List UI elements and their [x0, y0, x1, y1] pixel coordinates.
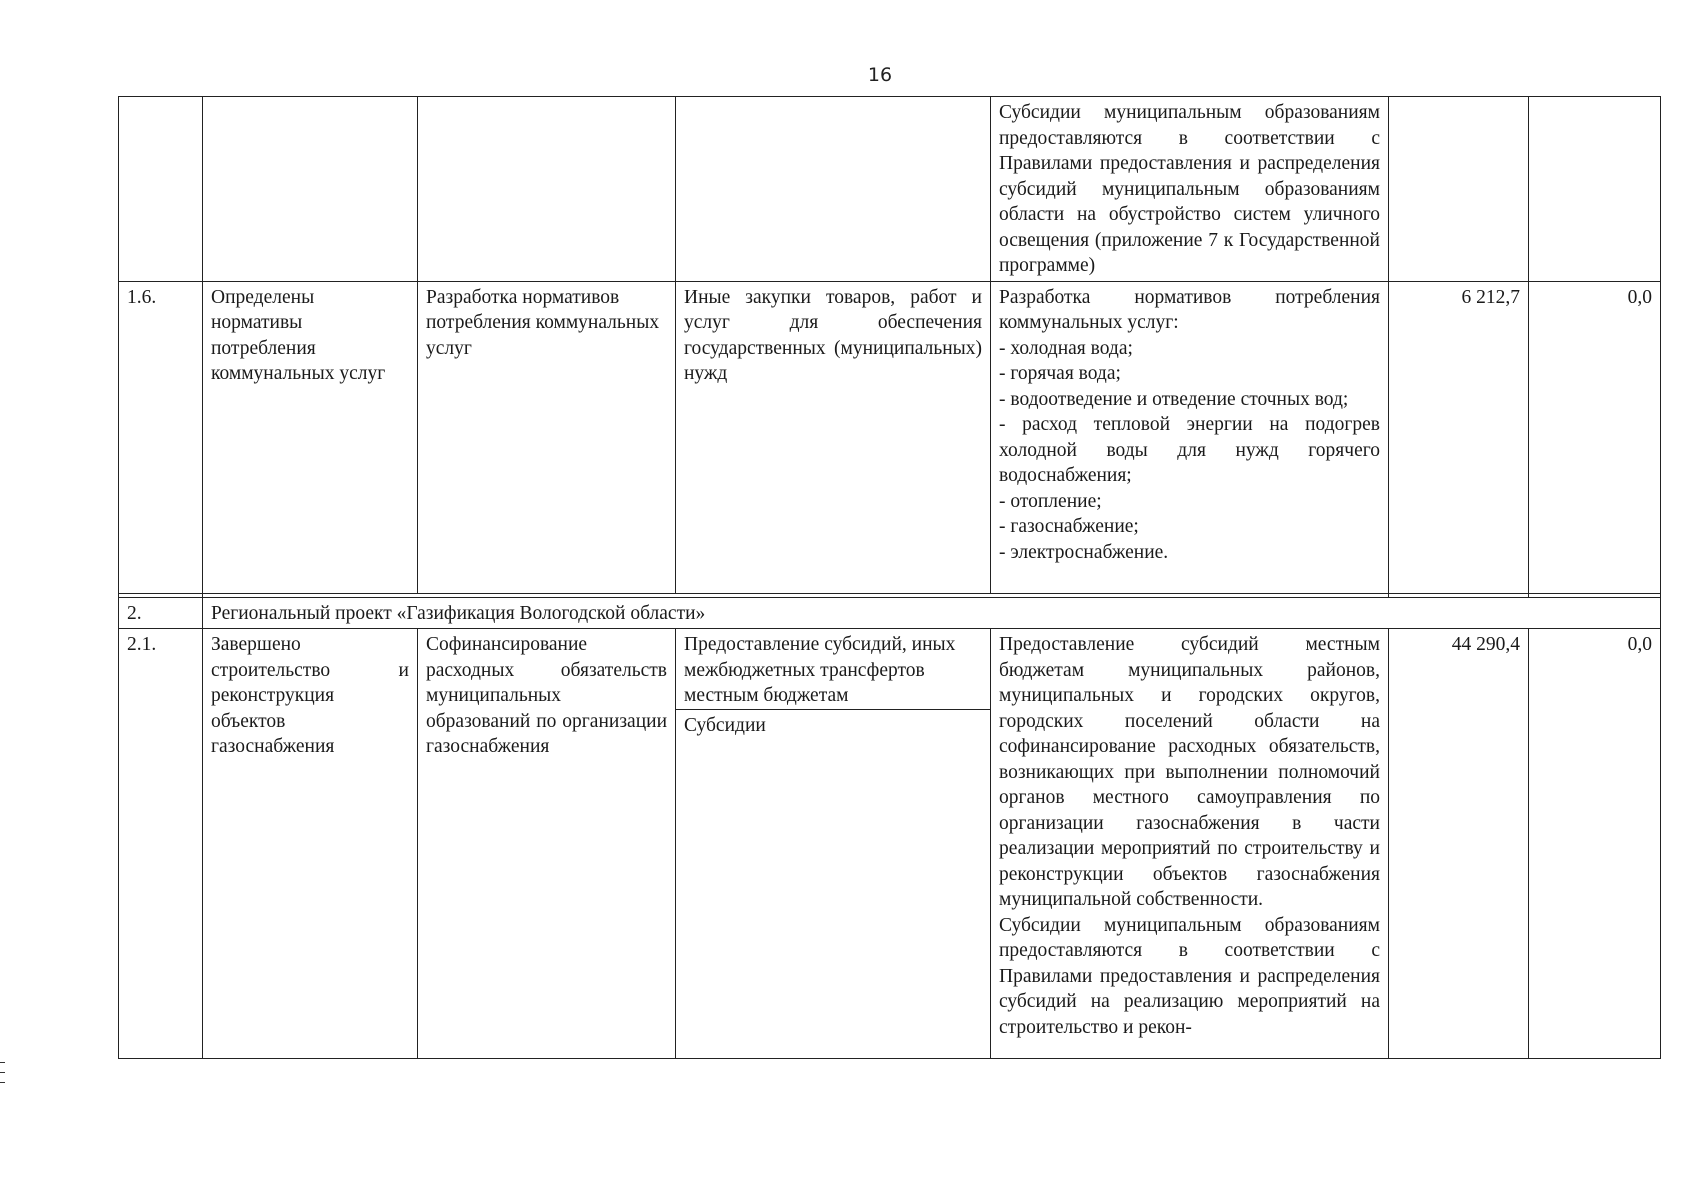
scan-mark — [0, 1082, 5, 1083]
expense-bottom: Субсидии — [684, 714, 766, 736]
cell-num: 2.1. — [119, 629, 203, 1059]
section-title: Региональный проект «Газификация Вологодской области» — [203, 597, 1661, 629]
cell-result: Завершено строительство и реконструкция объектов газоснабжения — [203, 629, 418, 1059]
expense-top: Предоставление субсидий, иных межбюджетных трансфертов местным бюджетам — [676, 632, 990, 710]
cell-event: Разработка нормативов потребления коммунальных услуг — [418, 281, 676, 593]
cell-num: 2. — [119, 597, 203, 629]
table-row — [119, 629, 1661, 1059]
cell-result — [203, 97, 418, 282]
scan-mark — [0, 1072, 5, 1073]
cell-value-1 — [1389, 97, 1529, 282]
cell-description — [991, 281, 1389, 593]
cell-expense — [676, 97, 991, 282]
list-item: - электроснабжение. — [999, 541, 1169, 563]
list-item: - горячая вода; — [999, 363, 1121, 384]
cell-description — [991, 629, 1389, 1059]
cell-value-2: 0,0 — [1529, 629, 1661, 1059]
cell-expense: Иные закупки товаров, работ и услуг для обеспечения государственных (муниципальных) нужд — [676, 281, 991, 593]
program-table — [118, 96, 1661, 1059]
cell-value-1: 44 290,4 — [1389, 629, 1529, 1059]
list-item: - расход тепловой энергии на подогрев холодной воды для нужд горячего водоснабжения; — [999, 414, 1380, 486]
description-paragraph: Предоставление субсидий местным бюджетам муниципальных районов, муниципальных и городских округов, городских поселений области на софинансирование расходных обязательств, возникающих при выполнении полномочий органов местного самоуправления по организации газоснабжения в части реализации мероприятий по строительству и реконструкции объектов газоснабжения муниципальной собственности. — [999, 634, 1380, 910]
cell-event — [418, 97, 676, 282]
scan-mark — [0, 1062, 5, 1063]
list-item: - водоотведение и отведение сточных вод; — [999, 388, 1349, 410]
table-row — [119, 97, 1661, 282]
cell-num: 1.6. — [119, 281, 203, 593]
cell-num — [119, 97, 203, 282]
cell-result: Определены нормативы потребления коммунальных услуг — [203, 281, 418, 593]
table-row — [119, 281, 1661, 593]
cell-value-1: 6 212,7 — [1389, 281, 1529, 593]
cell-description: Субсидии муниципальным образованиям предоставляются в соответствии с Правилами предоставления и распределения субсидий муниципальным образованиям области на обустройство систем уличного освещения (приложение 7 к Государственной программе) — [991, 97, 1389, 282]
table-row — [119, 597, 1661, 629]
cell-event: Софинансирование расходных обязательств муниципальных образований по организации газоснабжения — [418, 629, 676, 1059]
list-item: - холодная вода; — [999, 337, 1133, 359]
list-item: - отопление; — [999, 490, 1102, 512]
description-paragraph: Субсидии муниципальным образованиям предоставляются в соответствии с Правилами предоставления и распределения субсидий на реализацию мероприятий на строительство и рекон- — [999, 914, 1380, 1038]
cell-expense — [676, 629, 991, 1059]
page-number: 16 — [867, 64, 893, 86]
cell-value-2: 0,0 — [1529, 281, 1661, 593]
list-item: - газоснабжение; — [999, 516, 1139, 537]
cell-value-2 — [1529, 97, 1661, 282]
description-intro: Разработка нормативов потребления коммунальных услуг: — [999, 286, 1380, 333]
